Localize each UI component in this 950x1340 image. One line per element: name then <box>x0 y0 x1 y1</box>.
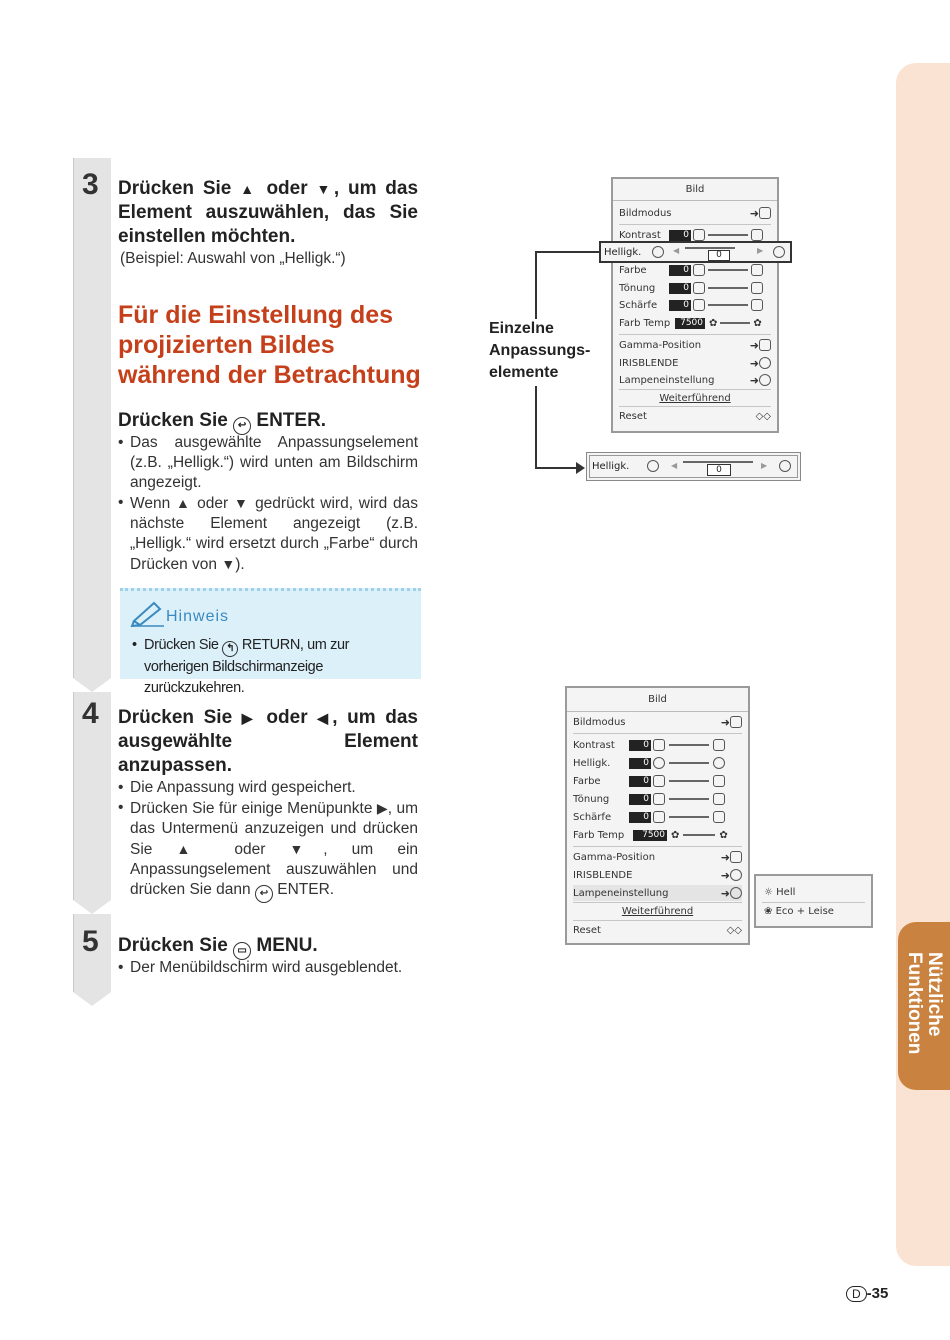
step-5-number: 5 <box>82 925 99 958</box>
slider-track <box>669 780 709 782</box>
step-3-heading-c: , um das Element auszuwählen, das Sie einstellen möchten. <box>118 178 419 247</box>
tint-icon <box>713 793 725 805</box>
menu-row-farbe[interactable] <box>619 262 771 278</box>
callout-line <box>535 386 537 468</box>
eco-icon: ❀ <box>764 905 773 917</box>
page-number-text: -35 <box>866 1285 889 1302</box>
step-4-heading-a: Drücken Sie <box>118 707 233 728</box>
enter-heading-a: Drücken Sie <box>118 410 228 431</box>
color-icon <box>751 264 763 276</box>
menu-row-label: Farbe <box>619 264 647 276</box>
menu-row-kontrast[interactable] <box>573 737 742 753</box>
hint-text <box>132 635 414 699</box>
contrast-icon <box>751 229 763 241</box>
gamma-icon <box>759 339 771 351</box>
picture-mode-icon <box>759 207 771 219</box>
step-4-bullet-1: • Die Anpassung wird gespeichert. <box>118 778 418 798</box>
down-triangle-icon: ▼ <box>221 556 236 572</box>
bar-label: Helligk. <box>592 461 630 472</box>
step-3-heading-a: Drücken Sie <box>118 178 232 199</box>
arrow-right-icon: ➜ <box>749 206 759 220</box>
step-4-bullet-2-d: , um ein Anpassungselement auszuwählen und drücken Sie dann <box>130 841 419 898</box>
menu-row-label: Lampeneinstellung <box>619 374 715 386</box>
step-5-heading-b: MENU. <box>256 935 318 956</box>
slider-value: 0 <box>708 250 730 261</box>
slider-track <box>683 461 753 463</box>
enter-bullet-2 <box>118 493 418 575</box>
contrast-icon <box>713 739 725 751</box>
brightness-icon <box>779 460 791 472</box>
step-4-bullet-2-e: ENTER. <box>277 881 335 898</box>
menu-title: Bild <box>567 688 748 712</box>
lamp-icon: ☼ <box>764 886 773 898</box>
menu-row-label: Gamma-Position <box>573 851 656 863</box>
menu-title: Bild <box>613 179 777 201</box>
value-box: 0 <box>669 230 691 241</box>
step-4-heading-b: oder <box>266 707 308 728</box>
slider-track <box>708 269 748 271</box>
menu-row-bildmodus[interactable] <box>619 205 771 221</box>
callout-arrow-icon <box>576 462 585 474</box>
enter-bullet-2-c: gedrückt wird, wird das nächste Element angezeigt (z.B. „Helligk.“ wird ersetzt durch „Farbe“ durch Drücken von <box>130 495 418 573</box>
menu-row-label: Farb Temp <box>619 317 671 329</box>
separator <box>573 846 742 847</box>
brightness-icon <box>647 460 659 472</box>
step-4-bullet-2-a: Drücken Sie für einige Menüpunkte <box>130 800 373 817</box>
value-box: 0 <box>629 740 651 751</box>
enter-heading <box>118 409 418 435</box>
step-5-heading <box>118 934 418 960</box>
step-3-heading-b: oder <box>266 178 308 199</box>
submenu-item-hell[interactable] <box>764 884 865 900</box>
brightness-icon <box>653 757 665 769</box>
menu-row-lampe-selected[interactable] <box>573 885 742 901</box>
step-5-body <box>118 958 418 978</box>
value-box: 7500 <box>675 318 705 329</box>
sharpness-icon <box>653 811 665 823</box>
brightness-icon <box>773 246 785 258</box>
slider-track <box>708 234 748 236</box>
slider-track <box>683 834 715 836</box>
menu-row-label: Kontrast <box>619 229 661 241</box>
menu-row-gamma[interactable] <box>573 849 742 865</box>
arrow-right-icon: ➜ <box>720 850 730 864</box>
step-4-heading <box>118 706 418 778</box>
submenu-item-eco[interactable] <box>764 903 865 919</box>
hint-text-b: RETURN, um zur vorherigen Bildschirmanzeige zurückzukehren. <box>144 637 350 696</box>
step-5-heading-a: Drücken Sie <box>118 935 228 956</box>
menu-row-schaerfe[interactable] <box>619 297 771 313</box>
separator <box>619 406 771 407</box>
menu-row-iris[interactable] <box>619 355 771 371</box>
separator <box>619 334 771 335</box>
menu-row-weiterfuehrend[interactable]: Weiterführend <box>621 905 694 917</box>
enter-bullet-1: • Das ausgewählte Anpassungselement (z.B. „Helligk.“) wird unten am Bildschirm angezeigt. <box>118 433 418 493</box>
contrast-icon <box>693 229 705 241</box>
step-4-body <box>118 778 418 903</box>
menu-row-label: Helligk. <box>604 247 642 258</box>
lamp-icon <box>730 887 742 899</box>
enter-heading-b: ENTER. <box>256 410 327 431</box>
arrow-right-icon: ➜ <box>749 356 759 370</box>
helligk-highlight-row[interactable] <box>599 241 792 263</box>
step-4-bullet-2-c: oder <box>234 841 266 858</box>
hint-box <box>120 588 421 696</box>
slider-track <box>669 798 709 800</box>
slider-track <box>669 762 709 764</box>
left-triangle-icon: ◀ <box>317 710 333 726</box>
menu-row-toenung[interactable] <box>619 280 771 296</box>
reset-icon: ◇◇ <box>755 410 771 422</box>
menu-row-farbtemp[interactable] <box>619 315 771 331</box>
hint-text-a: Drücken Sie <box>144 637 219 653</box>
side-tab-label: Nützliche Funktionen <box>904 952 945 1055</box>
menu-row-toenung[interactable] <box>573 791 742 807</box>
enter-bullet-2-d: ). <box>235 556 245 573</box>
value-box: 0 <box>629 758 651 769</box>
up-triangle-icon: ▲ <box>176 841 211 857</box>
color-icon <box>653 775 665 787</box>
pencil-icon <box>130 599 166 627</box>
iris-icon <box>730 869 742 881</box>
value-box: 0 <box>629 794 651 805</box>
menu-row-label: Helligk. <box>573 757 611 769</box>
menu-row-iris[interactable] <box>573 867 742 883</box>
right-arrow-icon: ▶ <box>757 246 764 255</box>
menu-row-label: Farbe <box>573 775 601 787</box>
slider-track <box>708 287 748 289</box>
sharpness-icon <box>751 299 763 311</box>
separator <box>573 733 742 734</box>
step-3-bar <box>73 158 111 678</box>
slider-track <box>669 744 709 746</box>
up-triangle-icon: ▲ <box>240 181 258 197</box>
step-5-bullet-1: • Der Menübildschirm wird ausgeblendet. <box>118 958 418 978</box>
step-3-heading <box>118 177 418 249</box>
iris-icon <box>759 357 771 369</box>
gamma-icon <box>730 851 742 863</box>
menu-row-reset[interactable] <box>619 408 771 424</box>
enter-bullet-2-b: oder <box>197 495 229 512</box>
menu-row-label: Bildmodus <box>573 716 626 728</box>
step-4-heading-c: , um das ausgewählte Element anzupassen. <box>118 707 418 776</box>
menu-row-helligk[interactable] <box>573 755 742 771</box>
value-box: 0 <box>669 300 691 311</box>
helligk-adjustment-bar[interactable] <box>586 452 801 481</box>
lamp-submenu <box>754 874 873 928</box>
menu-row-label: Reset <box>573 924 601 936</box>
menu-row-gamma[interactable] <box>619 337 771 353</box>
right-triangle-icon: ▶ <box>376 800 388 816</box>
menu-row-label: Lampeneinstellung <box>573 887 669 899</box>
right-arrow-icon: ▶ <box>761 461 768 470</box>
left-arrow-icon: ◀ <box>673 246 680 255</box>
brightness-icon <box>713 757 725 769</box>
menu-row-farbtemp[interactable] <box>573 827 742 843</box>
callout-line <box>535 251 599 253</box>
left-arrow-icon: ◀ <box>671 461 678 470</box>
value-box: 0 <box>669 265 691 276</box>
hint-title: Hinweis <box>166 608 230 625</box>
step-4-number: 4 <box>82 697 99 730</box>
step-4-bullet-2 <box>118 798 418 903</box>
fan-icon: ✿ <box>753 317 762 329</box>
menu-row-label: Farb Temp <box>573 829 625 841</box>
value-box: 0 <box>669 283 691 294</box>
menu-row-bildmodus[interactable] <box>573 714 742 730</box>
lamp-icon <box>759 374 771 386</box>
menu-icon: ▭ <box>233 942 251 960</box>
slider-track <box>720 322 750 324</box>
enter-icon: ↩ <box>255 885 273 903</box>
enter-bullet-2-a: Wenn <box>130 495 171 512</box>
menu-row-label: Bildmodus <box>619 207 672 219</box>
menu-row-label: Tönung <box>619 282 656 294</box>
step-4-bullet-2-b: , um das Untermenü anzuzeigen und drücken Sie <box>130 800 418 858</box>
side-tab-nuetzliche-funktionen[interactable] <box>898 922 950 1090</box>
down-triangle-icon: ▼ <box>289 841 324 857</box>
enter-icon: ↩ <box>233 417 251 435</box>
submenu-item-label: Eco + Leise <box>775 905 834 917</box>
value-box: 7500 <box>633 830 667 841</box>
reset-icon: ◇◇ <box>726 924 742 936</box>
menu-row-label: Reset <box>619 410 647 422</box>
enter-body <box>118 433 418 575</box>
separator <box>573 920 742 921</box>
step-3-example: (Beispiel: Auswahl von „Helligk.“) <box>120 250 346 267</box>
section-title: Für die Einstellung des projizierten Bildes während der Betrachtung <box>118 301 421 389</box>
menu-row-lampe[interactable] <box>619 372 771 388</box>
up-triangle-icon: ▲ <box>176 495 192 511</box>
arrow-right-icon: ➜ <box>720 715 730 729</box>
separator <box>619 224 771 225</box>
fan-icon: ✿ <box>709 317 718 329</box>
menu-row-label: Schärfe <box>573 811 612 823</box>
menu-row-label: IRISBLENDE <box>573 869 633 881</box>
sharpness-icon <box>693 299 705 311</box>
menu-bild-1 <box>611 177 779 433</box>
submenu-item-label: Hell <box>776 886 796 898</box>
arrow-right-icon: ➜ <box>749 373 759 387</box>
callout-line <box>535 467 579 469</box>
step-3-number: 3 <box>82 168 99 201</box>
slider-track <box>685 247 735 249</box>
color-icon <box>713 775 725 787</box>
slider-value: 0 <box>707 464 731 476</box>
fan-icon: ✿ <box>719 829 728 841</box>
callout-label: Einzelne Anpassungs- elemente <box>489 320 591 381</box>
tint-icon <box>653 793 665 805</box>
fan-icon: ✿ <box>671 829 680 841</box>
arrow-right-icon: ➜ <box>720 868 730 882</box>
tint-icon <box>751 282 763 294</box>
menu-bild-2 <box>565 686 750 945</box>
down-triangle-icon: ▼ <box>316 181 334 197</box>
arrow-right-icon: ➜ <box>749 338 759 352</box>
contrast-icon <box>653 739 665 751</box>
value-box: 0 <box>629 776 651 787</box>
menu-row-label: Gamma-Position <box>619 339 702 351</box>
slider-track <box>708 304 748 306</box>
slider-track <box>669 816 709 818</box>
callout-line <box>535 251 537 319</box>
page-badge: D <box>846 1286 867 1302</box>
menu-row-weiterfuehrend[interactable]: Weiterführend <box>659 392 731 404</box>
color-icon <box>693 264 705 276</box>
down-triangle-icon: ▼ <box>233 495 250 511</box>
menu-row-label: IRISBLENDE <box>619 357 679 369</box>
picture-mode-icon <box>730 716 742 728</box>
brightness-icon <box>652 246 664 258</box>
value-box: 0 <box>629 812 651 823</box>
right-triangle-icon: ▶ <box>241 710 257 726</box>
menu-row-schaerfe[interactable] <box>573 809 742 825</box>
tint-icon <box>693 282 705 294</box>
sharpness-icon <box>713 811 725 823</box>
menu-row-label: Schärfe <box>619 299 658 311</box>
menu-row-reset[interactable] <box>573 922 742 938</box>
return-icon: ↰ <box>222 641 238 657</box>
page-number <box>846 1285 888 1302</box>
arrow-right-icon: ➜ <box>720 886 730 900</box>
menu-row-label: Kontrast <box>573 739 615 751</box>
menu-row-farbe[interactable] <box>573 773 742 789</box>
menu-row-label: Tönung <box>573 793 610 805</box>
